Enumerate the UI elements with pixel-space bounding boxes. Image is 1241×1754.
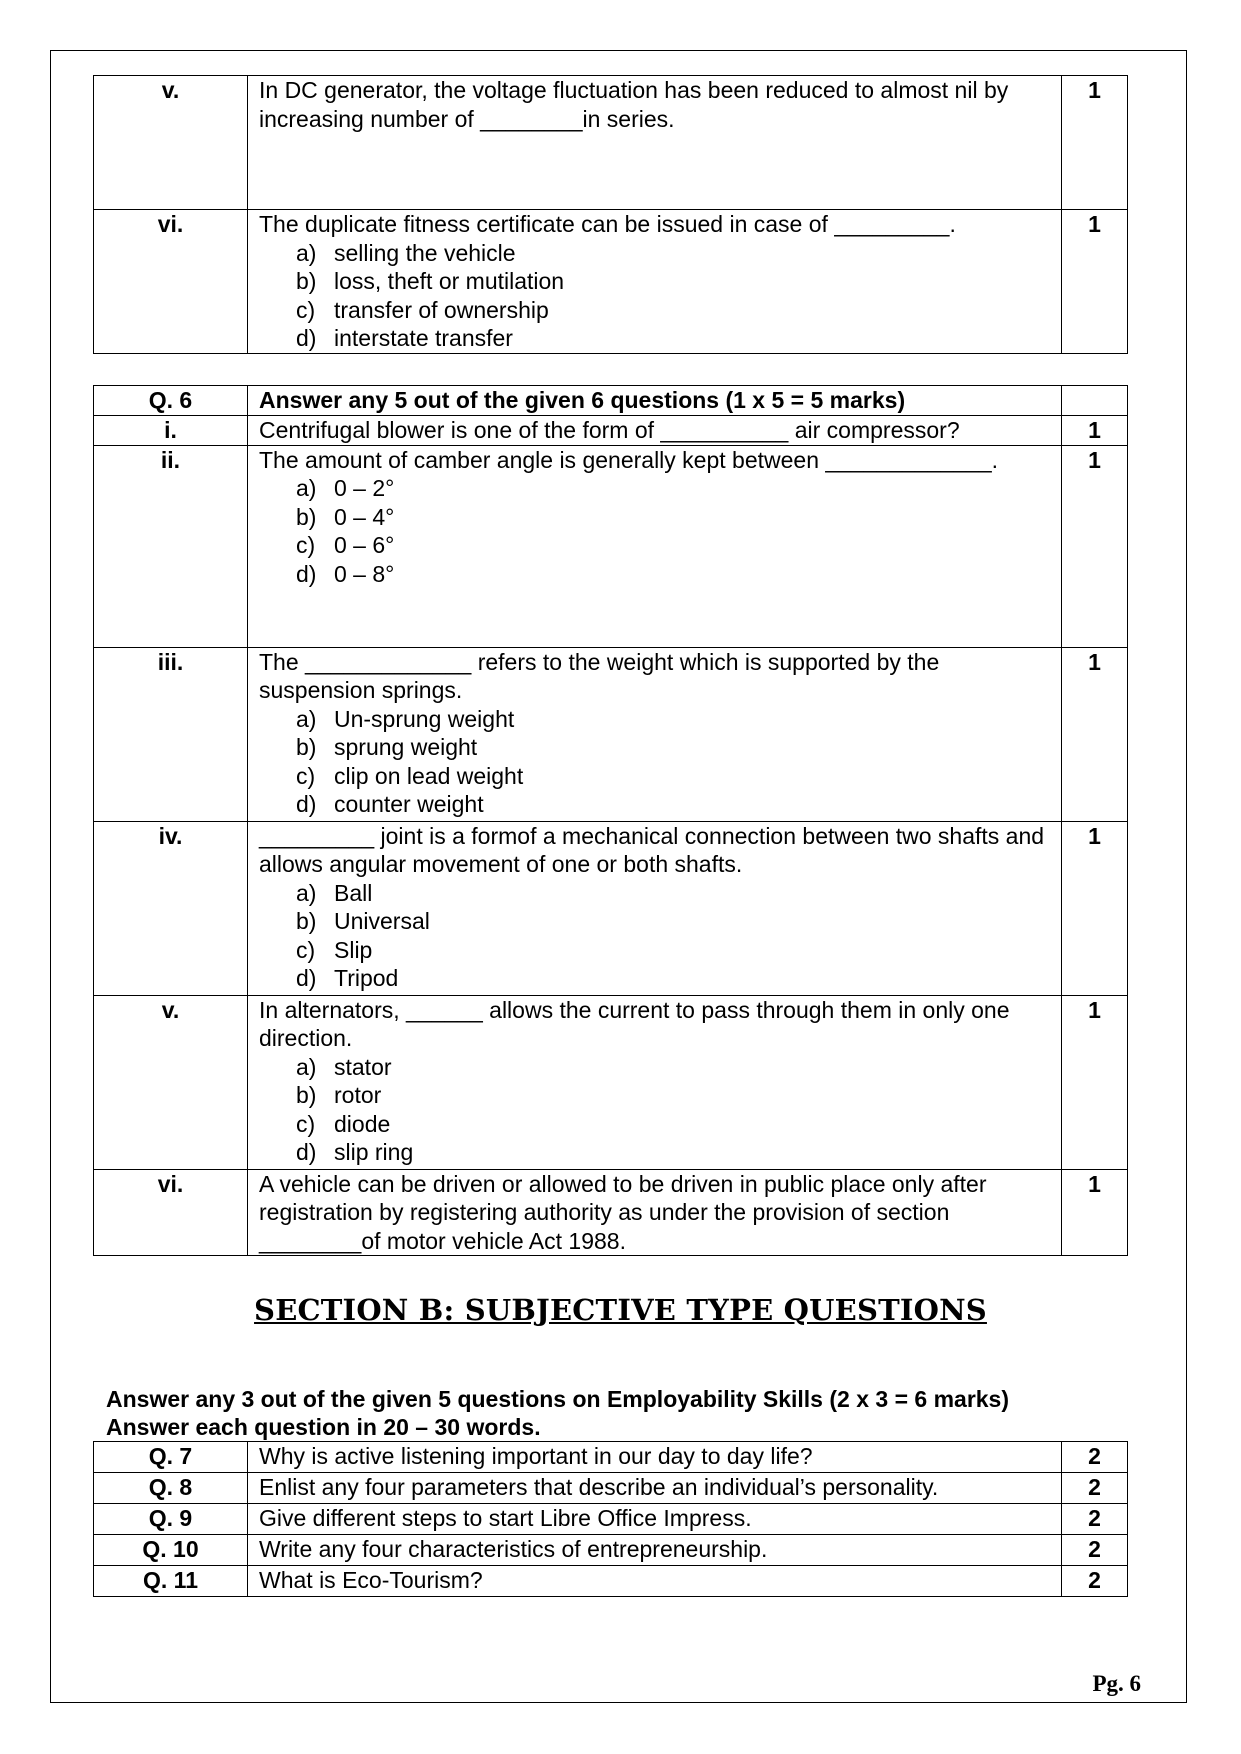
question-cell [248,821,1062,995]
option-letter: b) [296,908,317,934]
option-text: interstate transfer [334,325,513,351]
option-text: 0 – 8° [334,560,395,587]
question-group-instruction: Answer any 5 out of the given 6 questions (1 x 5 = 5 marks) [248,386,1062,416]
question-text: A vehicle can be driven or allowed to be driven in public place only after registration by registering authority as under the provision of section ________of motor vehicle Act 1988. [248,1169,1062,1256]
option-text: 0 – 2° [334,475,395,501]
question-text: The amount of camber angle is generally kept between _____________. [259,446,999,473]
option-text: stator [334,1053,392,1080]
option-item [259,936,1051,965]
option-item [259,733,1051,762]
option-letter: b) [296,1082,317,1108]
question-row [94,1566,1128,1597]
option-letter: a) [296,1053,317,1080]
question-text: Write any four characteristics of entrepreneurship. [248,1535,1062,1566]
question-marks: 2 [1062,1566,1128,1597]
option-item [259,790,1051,819]
question-header-row [94,386,1128,416]
question-marks: 2 [1062,1504,1128,1535]
question-marks: 2 [1062,1473,1128,1504]
option-item [259,267,1051,296]
option-item [259,907,1051,936]
option-item [259,239,1051,268]
question-marks: 1 [1062,821,1128,995]
option-text: transfer of ownership [334,296,549,323]
option-text: clip on lead weight [334,762,524,789]
option-letter: c) [296,1110,316,1137]
question-marks: 1 [1062,415,1128,445]
question-row [94,1535,1128,1566]
question-text: The duplicate fitness certificate can be issued in case of _________. [259,211,956,237]
question-row [94,995,1128,1169]
question-number: vi. [94,210,248,354]
question-text: In alternators, ______ allows the current to pass through them in only one direction. [259,996,1010,1051]
question-text: In DC generator, the voltage fluctuation has been reduced to almost nil by increasing number of ________in series. [259,77,1009,132]
option-text: slip ring [334,1139,414,1165]
question-marks: 1 [1062,995,1128,1169]
option-item [259,964,1051,993]
option-letter: d) [296,560,317,587]
question-row [94,1473,1128,1504]
question-cell [248,647,1062,821]
section-instructions [106,1385,1009,1441]
question-row [94,445,1128,647]
option-text: Universal [334,908,430,934]
page-number: Pg. 6 [1092,1671,1141,1696]
option-item [259,1053,1051,1082]
option-letter: d) [296,1139,317,1165]
option-text: 0 – 6° [334,532,395,558]
question-row [94,210,1128,354]
option-item [259,762,1051,791]
question-text: Why is active listening important in our day to day life? [248,1442,1062,1473]
question-text: Give different steps to start Libre Office Impress. [248,1504,1062,1535]
question-cell [248,445,1062,647]
question-group-number: Q. 6 [94,386,248,416]
option-letter: a) [296,239,317,266]
option-letter: d) [296,791,317,817]
option-text: diode [334,1110,391,1137]
question-marks: 1 [1062,210,1128,354]
option-letter: a) [296,879,317,906]
question-row [94,821,1128,995]
option-text: selling the vehicle [334,239,516,266]
option-letter: a) [296,705,317,732]
question-row [94,1504,1128,1535]
question-text: Centrifugal blower is one of the form of __________ air compressor? [248,415,1062,445]
option-item [259,531,1051,560]
question-text: _________ joint is a formof a mechanical connection between two shafts and allows angular movement of one or both shafts. [259,822,1045,877]
question-marks: 1 [1062,76,1128,210]
question-number: Q. 9 [94,1504,248,1535]
question-marks: 2 [1062,1442,1128,1473]
question-marks: 1 [1062,1169,1128,1256]
question-number: vi. [94,1169,248,1256]
option-letter: b) [296,503,317,530]
option-letter: c) [296,296,316,323]
option-item [259,1081,1051,1110]
option-item [259,503,1051,532]
option-letter: b) [296,734,317,760]
employability-questions-table [93,1441,1128,1597]
question-number: Q. 7 [94,1442,248,1473]
option-text: loss, theft or mutilation [334,268,565,294]
question-text: What is Eco-Tourism? [248,1566,1062,1597]
question-text: Enlist any four parameters that describe an individual’s personality. [248,1473,1062,1504]
option-item [259,296,1051,325]
question-number: i. [94,415,248,445]
option-text: Slip [334,936,373,963]
question-text: The _____________ refers to the weight which is supported by the suspension springs. [259,648,940,703]
instruction-line: Answer any 3 out of the given 5 questions on Employability Skills (2 x 3 = 6 marks) [106,1386,1010,1412]
question-row [94,1442,1128,1473]
instruction-line: Answer each question in 20 – 30 words. [106,1414,541,1440]
question-row [94,76,1128,210]
option-text: Ball [334,879,373,906]
question-number: Q. 10 [94,1535,248,1566]
option-item [259,1110,1051,1139]
question-number: Q. 8 [94,1473,248,1504]
question-number: Q. 11 [94,1566,248,1597]
question-marks: 2 [1062,1535,1128,1566]
option-text: rotor [334,1082,382,1108]
question-row [94,415,1128,445]
option-text: counter weight [334,791,484,817]
option-text: Un-sprung weight [334,705,515,732]
option-item [259,474,1051,503]
question-row [94,647,1128,821]
option-item [259,879,1051,908]
question-cell [248,210,1062,354]
question-number: v. [94,76,248,210]
question-table-q6 [93,385,1128,1256]
question-cell [248,995,1062,1169]
option-text: 0 – 4° [334,503,395,530]
option-letter: d) [296,965,317,991]
option-item [259,324,1051,353]
option-letter: c) [296,762,316,789]
option-letter: c) [296,936,316,963]
option-letter: b) [296,268,317,294]
option-letter: c) [296,532,316,558]
option-letter: d) [296,325,317,351]
section-title: SECTION B: SUBJECTIVE TYPE QUESTIONS [254,1293,987,1327]
question-row [94,1169,1128,1256]
option-letter: a) [296,475,317,501]
question-marks: 1 [1062,445,1128,647]
question-number: v. [94,995,248,1169]
question-number: ii. [94,445,248,647]
option-text: Tripod [334,965,399,991]
option-text: sprung weight [334,734,478,760]
question-marks: 1 [1062,647,1128,821]
option-item [259,1138,1051,1167]
option-item [259,705,1051,734]
question-number: iv. [94,821,248,995]
question-table-continued [93,75,1128,354]
question-group-marks [1062,386,1128,416]
question-number: iii. [94,647,248,821]
question-cell [248,76,1062,210]
option-item [259,560,1051,589]
